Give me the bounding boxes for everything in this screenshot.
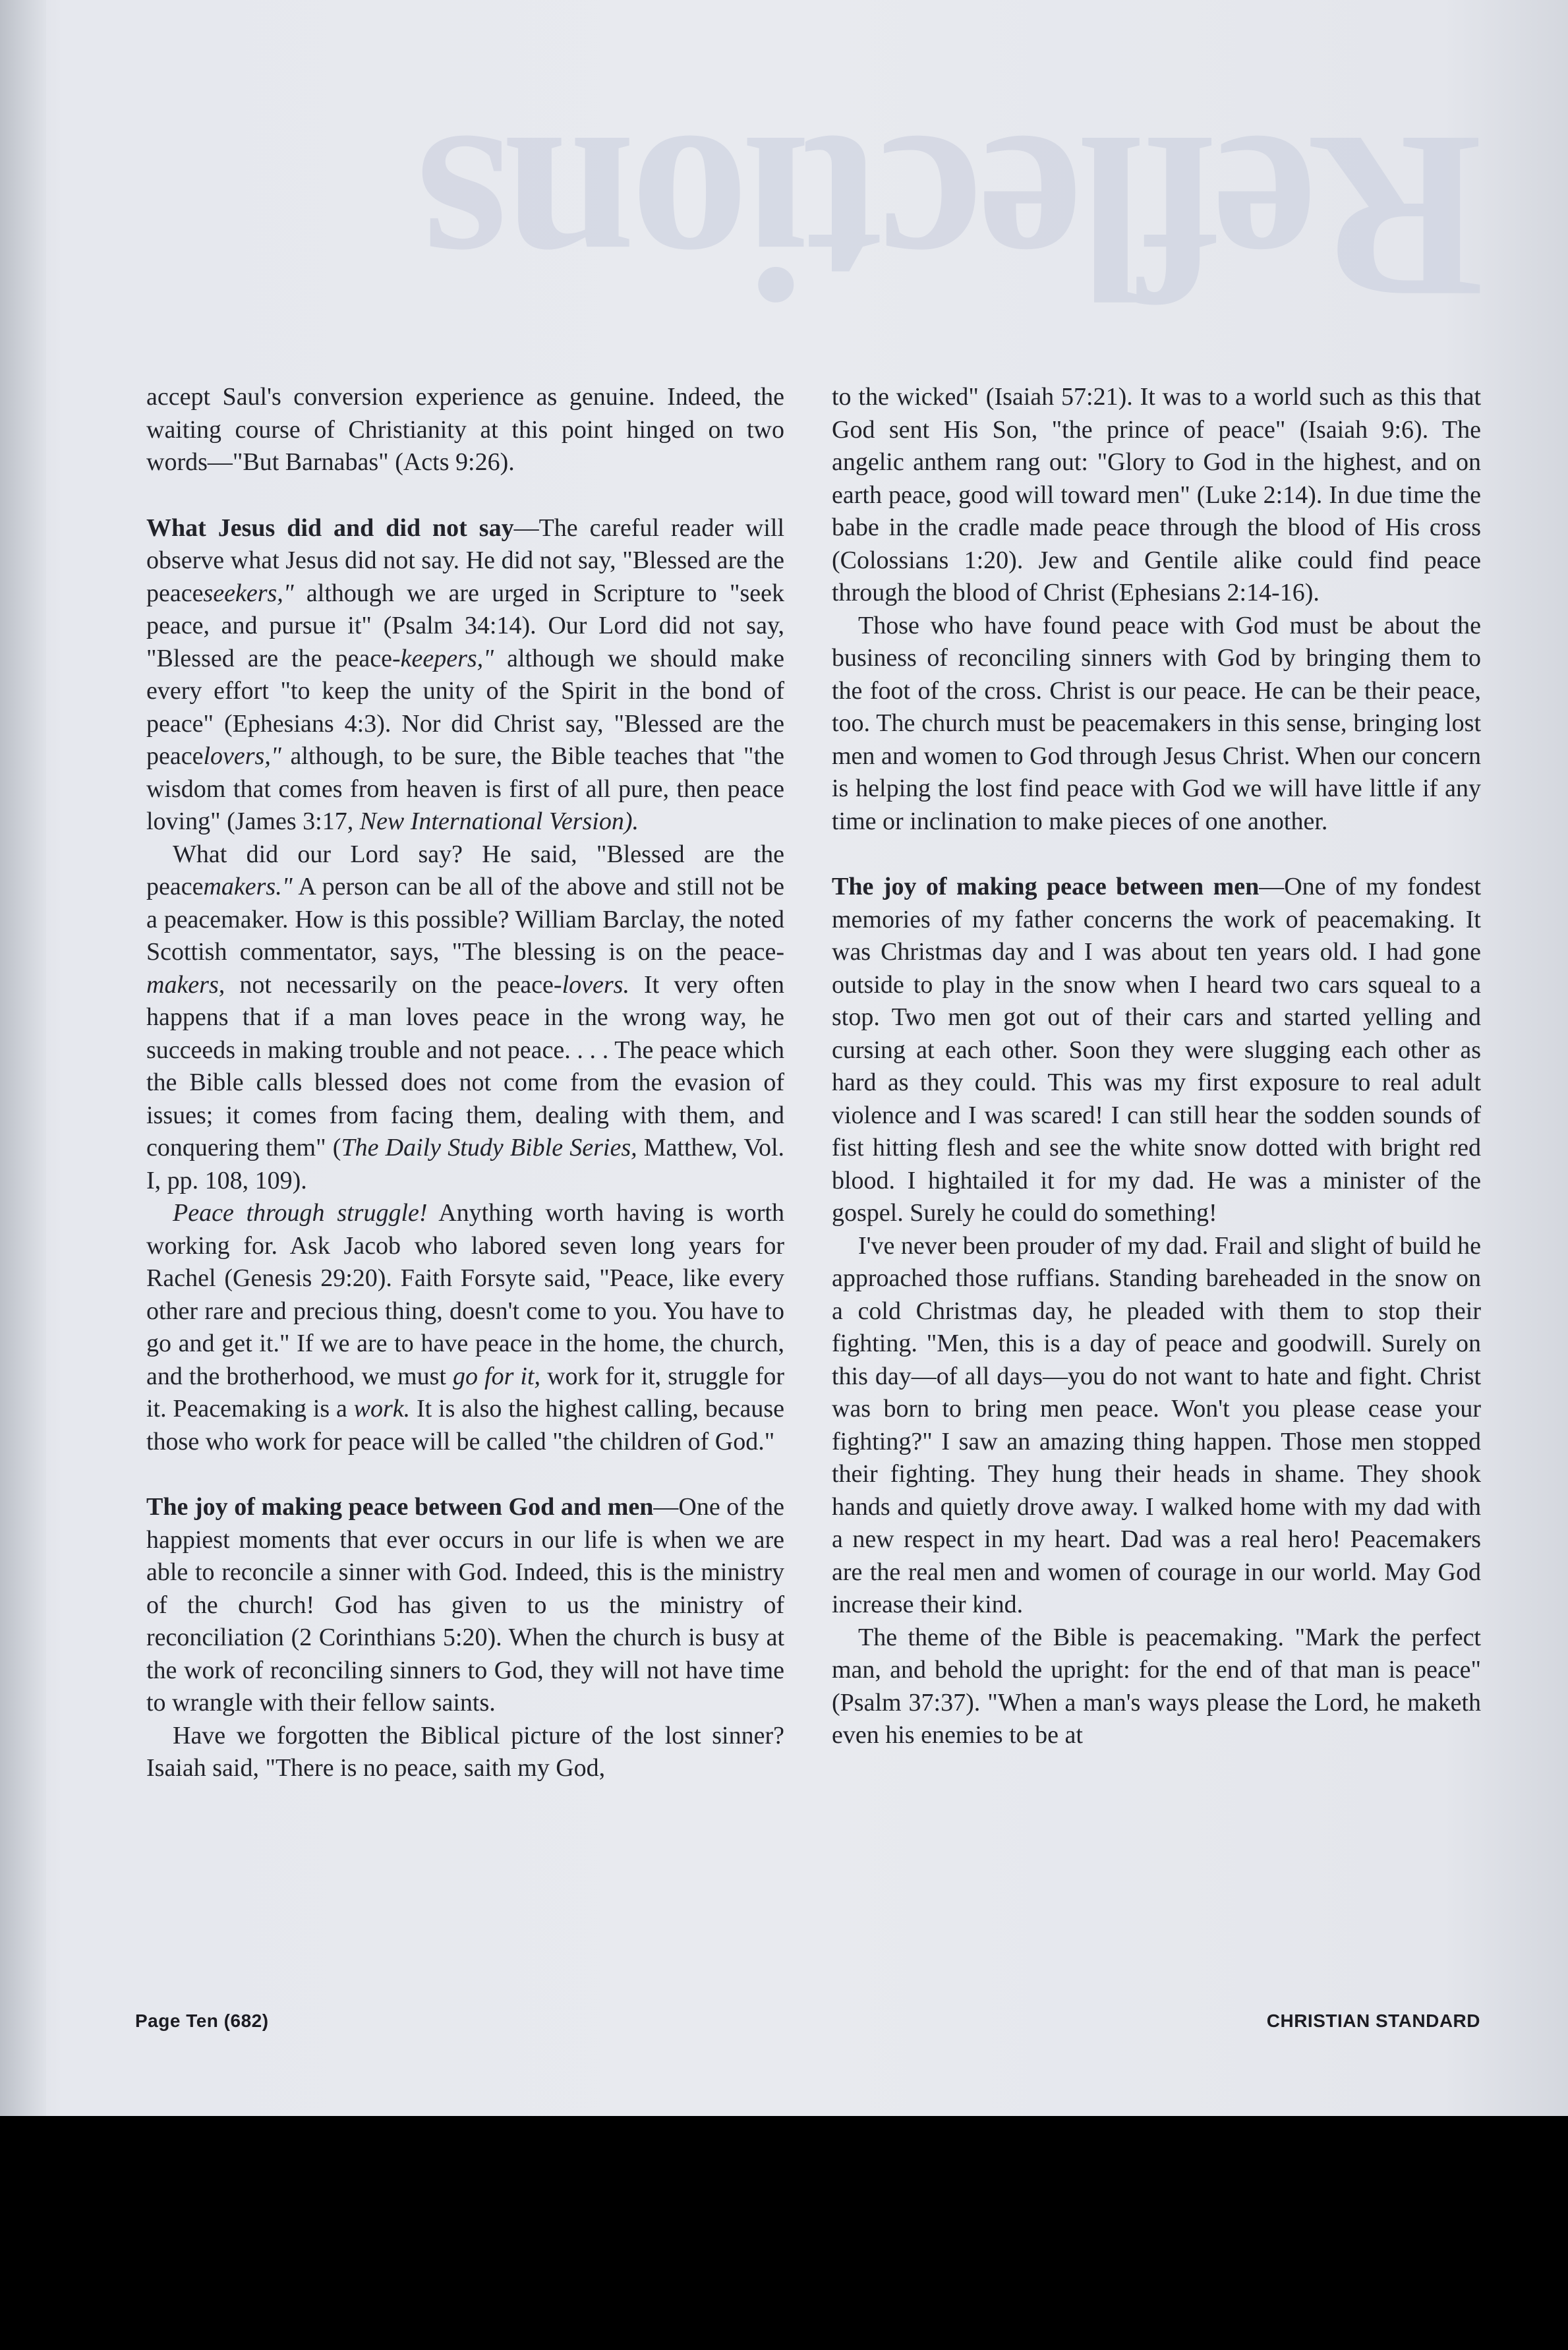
- right-column: [832, 381, 1481, 1752]
- paragraph: I've never been prouder of my dad. Frail and slight of build he approached those ruffians. Standing bareheaded in the snow on a cold Christmas day, he pleaded with them to stop their fighting. "Men, this is a day of peace and goodwill. Surely on this day—of all days—you do not want to hate and fight. Christ was born to bring men peace. Won't you please cease your fighting?" I saw an amazing thing happen. Those men stopped their fighting. They hung their heads in shame. They shook hands and quietly drove away. I walked home with my dad with a new respect in my heart. Dad was a real hero! Peacemakers are the real men and women of courage in our world. May God increase their kind.: [832, 1231, 1481, 1618]
- publication-name-footer: CHRISTIAN STANDARD: [1266, 2011, 1480, 2031]
- paragraph: Peace through struggle! Anything worth having is worth working for. Ask Jacob who labored seven long years for Rachel (Genesis 29:20). Faith Forsyte said, "Peace, like every other rare and precious thing, doesn't come to you. You have to go and get it." If we are to have peace in the home, the church, and the brotherhood, we must go for it, work for it, struggle for it. Peacemaking is a work. It is also the highest calling, because those who work for peace will be called "the children of God.": [146, 1199, 785, 1455]
- paragraph: Have we forgotten the Biblical picture of the lost sinner? Isaiah said, "There is no peace, saith my God,: [146, 1721, 784, 1782]
- left-column: [146, 381, 784, 1785]
- section-heading: What Jesus did and did not say: [146, 514, 514, 542]
- section-heading: The joy of making peace between God and men: [146, 1493, 654, 1521]
- section-heading: The joy of making peace between men: [832, 873, 1260, 900]
- paragraph: accept Saul's conversion experience as genuine. Indeed, the waiting course of Christianity at this point hinged on two words—"But Barnabas" (Acts 9:26).: [146, 383, 784, 476]
- page-binding: [0, 0, 46, 2116]
- paragraph: What did our Lord say? He said, "Blessed are the peacemakers." A person can be all of the above and still not be a peacemaker. How is this possible? William Barclay, the noted Scottish commentator, says, "The blessing is on the peace-makers, not necessarily on the peace-lovers. It very often happens that if a man loves peace in the wrong way, he succeeds in making trouble and not peace. . . . The peace which the Bible calls blessed does not come from the evasion of issues; it comes from facing them, dealing with them, and conquering them" (The Daily Study Bible Series, Matthew, Vol. I, pp. 108, 109).: [146, 840, 784, 1194]
- background-title-showthrough: Reflections: [422, 86, 1484, 349]
- paragraph: Those who have found peace with God must be about the business of reconciling sinners with God by bringing them to the foot of the cross. Christ is our peace. He can be their peace, too. The church must be peacemakers in this sense, bringing lost men and women to God through Jesus Christ. When our concern is helping the lost find peace with God we will have little if any time or inclination to make pieces of one another.: [832, 611, 1481, 835]
- paragraph-peace-god-men: The joy of making peace between God and men—One of the happiest moments that ever occurs in our life is when we are able to reconcile a sinner with God. Indeed, this is the ministry of the church! God has given to us the ministry of reconciliation (2 Corinthians 5:20). When the church is busy at the work of reconciling sinners to God, they will not have time to wrangle with their fellow saints.: [146, 1493, 784, 1717]
- paragraph: The theme of the Bible is peacemaking. "Mark the perfect man, and behold the upright: for the end of that man is peace" (Psalm 37:37). "When a man's ways please the Lord, he maketh even his enemies to be at: [832, 1623, 1481, 1749]
- paragraph-what-jesus-said: What Jesus did and did not say—The careful reader will observe what Jesus did not say. He did not say, "Blessed are the peaceseekers," although we are urged in Scripture to "seek peace, and pursue it" (Psalm 34:14). Our Lord did not say, "Blessed are the peace-keepers," although we should make every effort "to keep the unity of the Spirit in the bond of peace" (Ephesians 4:3). Nor did Christ say, "Blessed are the peacelovers," although, to be sure, the Bible teaches that "the wisdom that comes from heaven is first of all pure, then peace loving" (James 3:17, New International Version).: [146, 514, 784, 835]
- page-number-footer: Page Ten (682): [135, 2011, 269, 2031]
- paragraph-peace-between-men: The joy of making peace between men—One of my fondest memories of my father concerns the work of peacemaking. It was Christmas day and I was about ten years old. I had gone outside to play in the snow when I heard two cars squeal to a stop. Two men got out of their cars and started yelling and cursing at each other. Soon they were slugging each other as hard as they could. This was my first exposure to real adult violence and I was scared! I can still hear the sodden sounds of fist hitting flesh and see the white snow dotted with bright red blood. I hightailed it for my dad. He was a minister of the gospel. Surely he could do something!: [832, 873, 1481, 1227]
- paragraph: to the wicked" (Isaiah 57:21). It was to a world such as this that God sent His Son, "the prince of peace" (Isaiah 9:6). The angelic anthem rang out: "Glory to God in the highest, and on earth peace, good will toward men" (Luke 2:14). In due time the babe in the cradle made peace through the blood of His cross (Colossians 1:20). Jew and Gentile alike could find peace through the blood of Christ (Ephesians 2:14-16).: [832, 383, 1481, 606]
